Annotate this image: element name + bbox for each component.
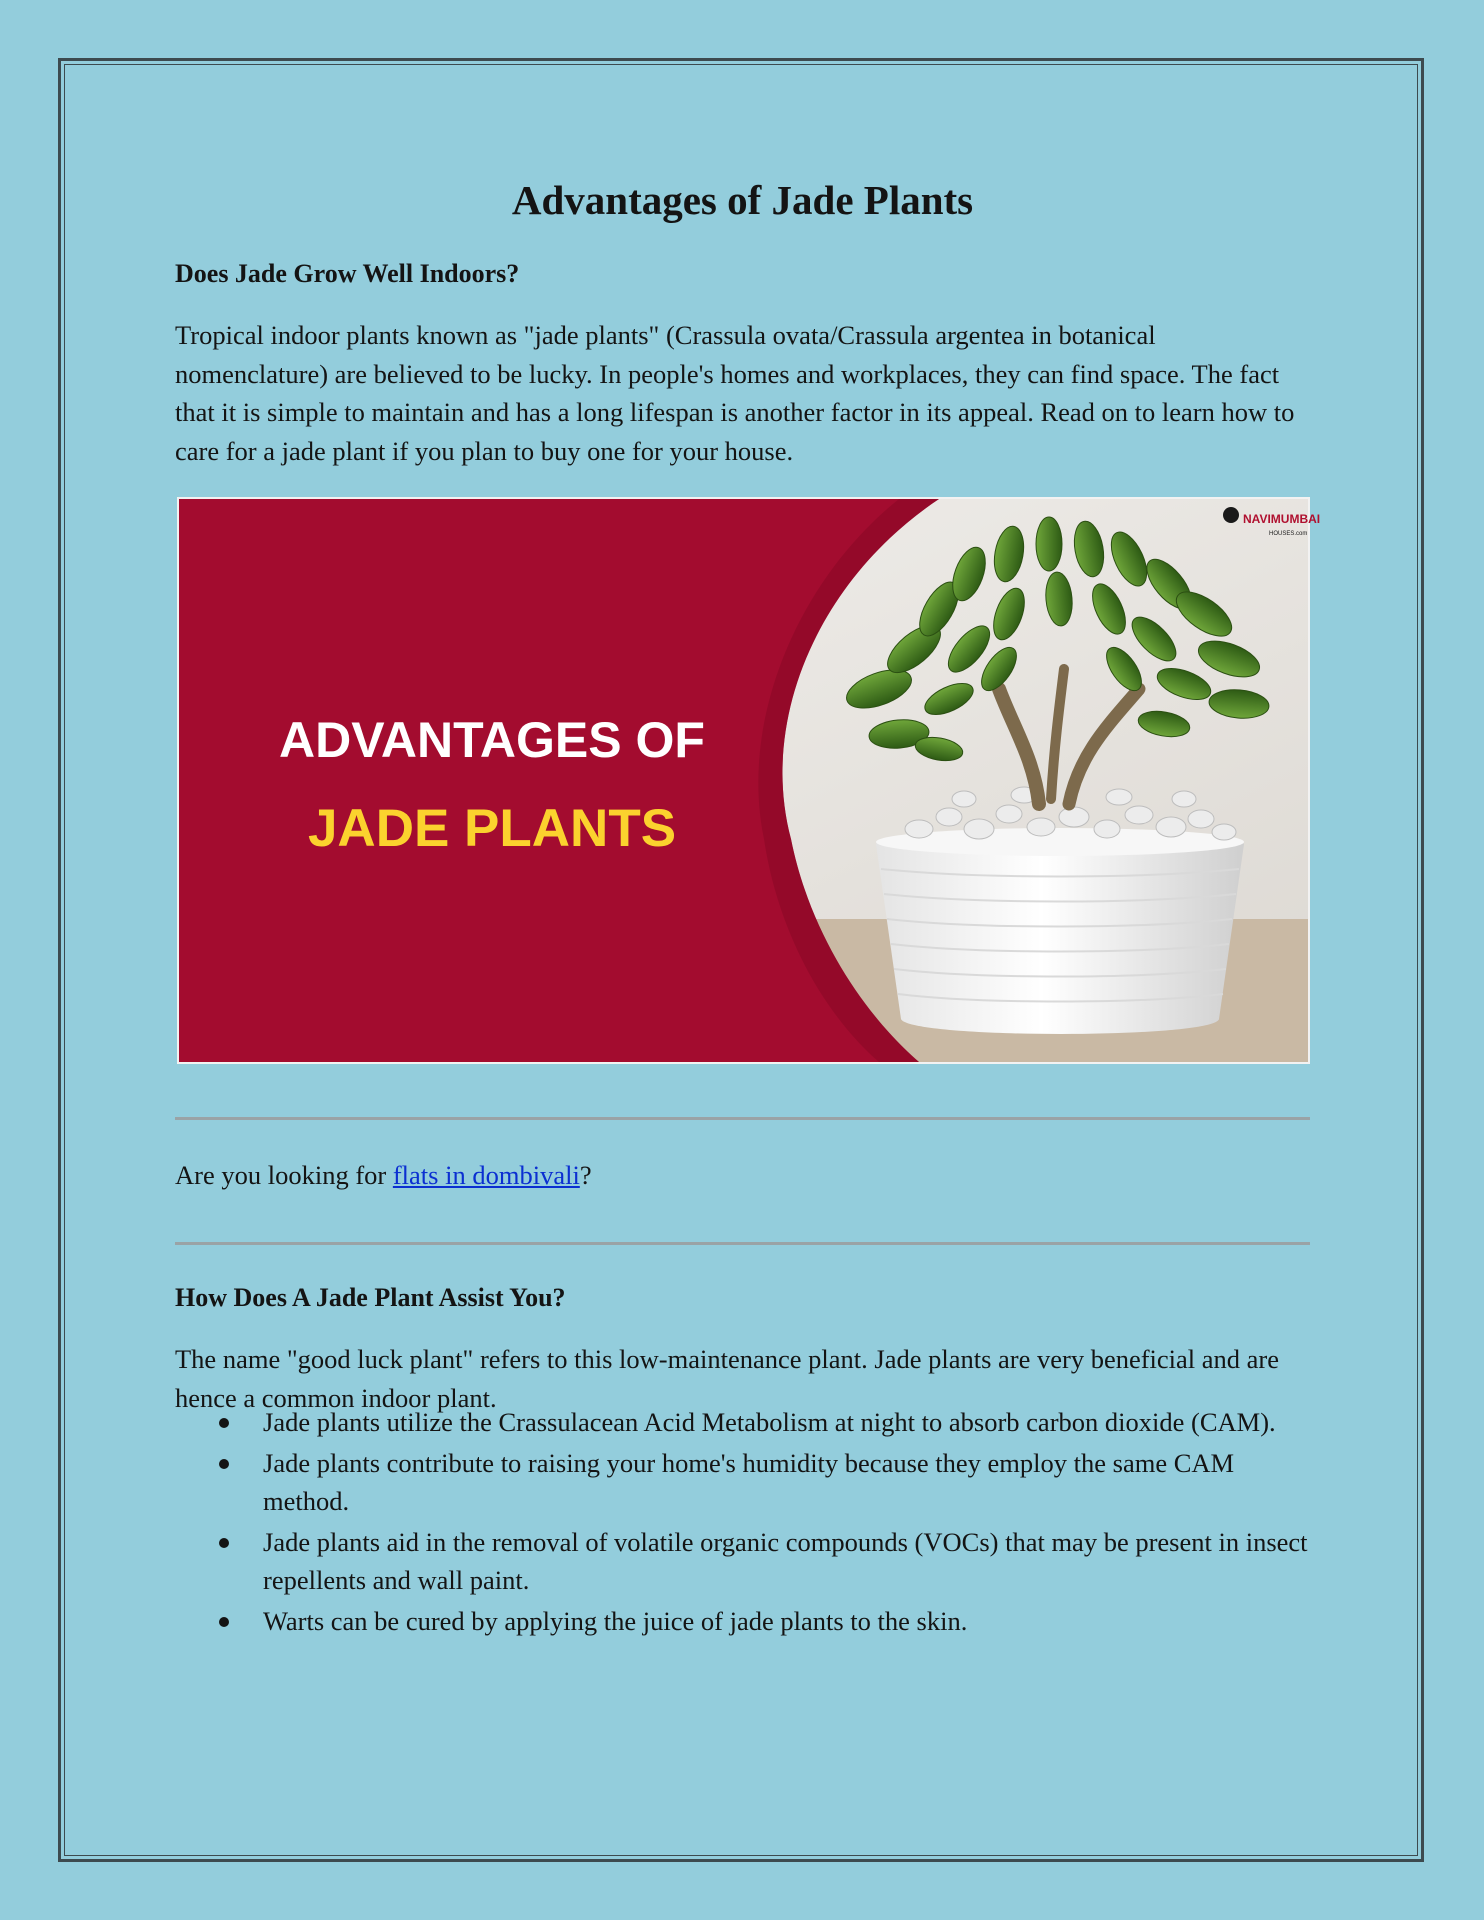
bullet-icon [219, 1459, 229, 1469]
list-item-text: Jade plants aid in the removal of volatile organic compounds (VOCs) that may be present in insect repellents and wall paint. [263, 1526, 1308, 1595]
bullet-icon [219, 1538, 229, 1548]
promo-suffix: ? [579, 1160, 592, 1190]
list-item [175, 1444, 1310, 1521]
bullet-icon [219, 1617, 229, 1627]
list-item-text: Warts can be cured by applying the juice of jade plants to the skin. [263, 1605, 968, 1636]
assist-paragraph: The name "good luck plant" refers to this low-maintenance plant. Jade plants are very beneficial and are hence a common indoor plant. [175, 1344, 1280, 1413]
banner-image [177, 497, 1321, 1064]
list-item [175, 1523, 1310, 1600]
promo-prefix: Are you looking for [175, 1160, 393, 1190]
logo-text: NAVIMUMBAI [1243, 512, 1321, 526]
divider-bottom [175, 1242, 1310, 1245]
flats-link[interactable]: flats in dombivali [392, 1160, 580, 1190]
list-item [175, 1602, 1310, 1641]
pot [876, 837, 1244, 1035]
bullet-icon [219, 1418, 229, 1428]
section-heading-indoors: Does Jade Grow Well Indoors? [175, 259, 520, 288]
list-item-text: Jade plants contribute to raising your home's humidity because they employ the same CAM method. [263, 1447, 1235, 1516]
document-content [175, 170, 1321, 1636]
section-heading-assist: How Does A Jade Plant Assist You? [175, 1283, 566, 1312]
page-title: Advantages of Jade Plants [511, 177, 974, 223]
list-item-text: Jade plants utilize the Crassulacean Acid Metabolism at night to absorb carbon dioxide (CAM). [263, 1407, 1276, 1437]
banner-line1: ADVANTAGES OF [279, 712, 705, 768]
logo-subtext: HOUSES.com [1269, 531, 1308, 537]
divider-top [175, 1117, 1310, 1120]
promo-line [175, 1156, 592, 1195]
list-item [175, 1403, 1310, 1442]
benefits-list [175, 1403, 1310, 1642]
banner-line2: JADE PLANTS [307, 799, 677, 858]
intro-paragraph: Tropical indoor plants known as "jade plants" (Crassula ovata/Crassula argentea in botanical nomenclature) are believed to be lucky. In people's homes and workplaces, they can find space. The fact that it is simple to maintain and has a long lifespan is another factor in its appeal. Read on to learn how to care for a jade plant if you plan to buy one for your house. [175, 320, 1295, 466]
